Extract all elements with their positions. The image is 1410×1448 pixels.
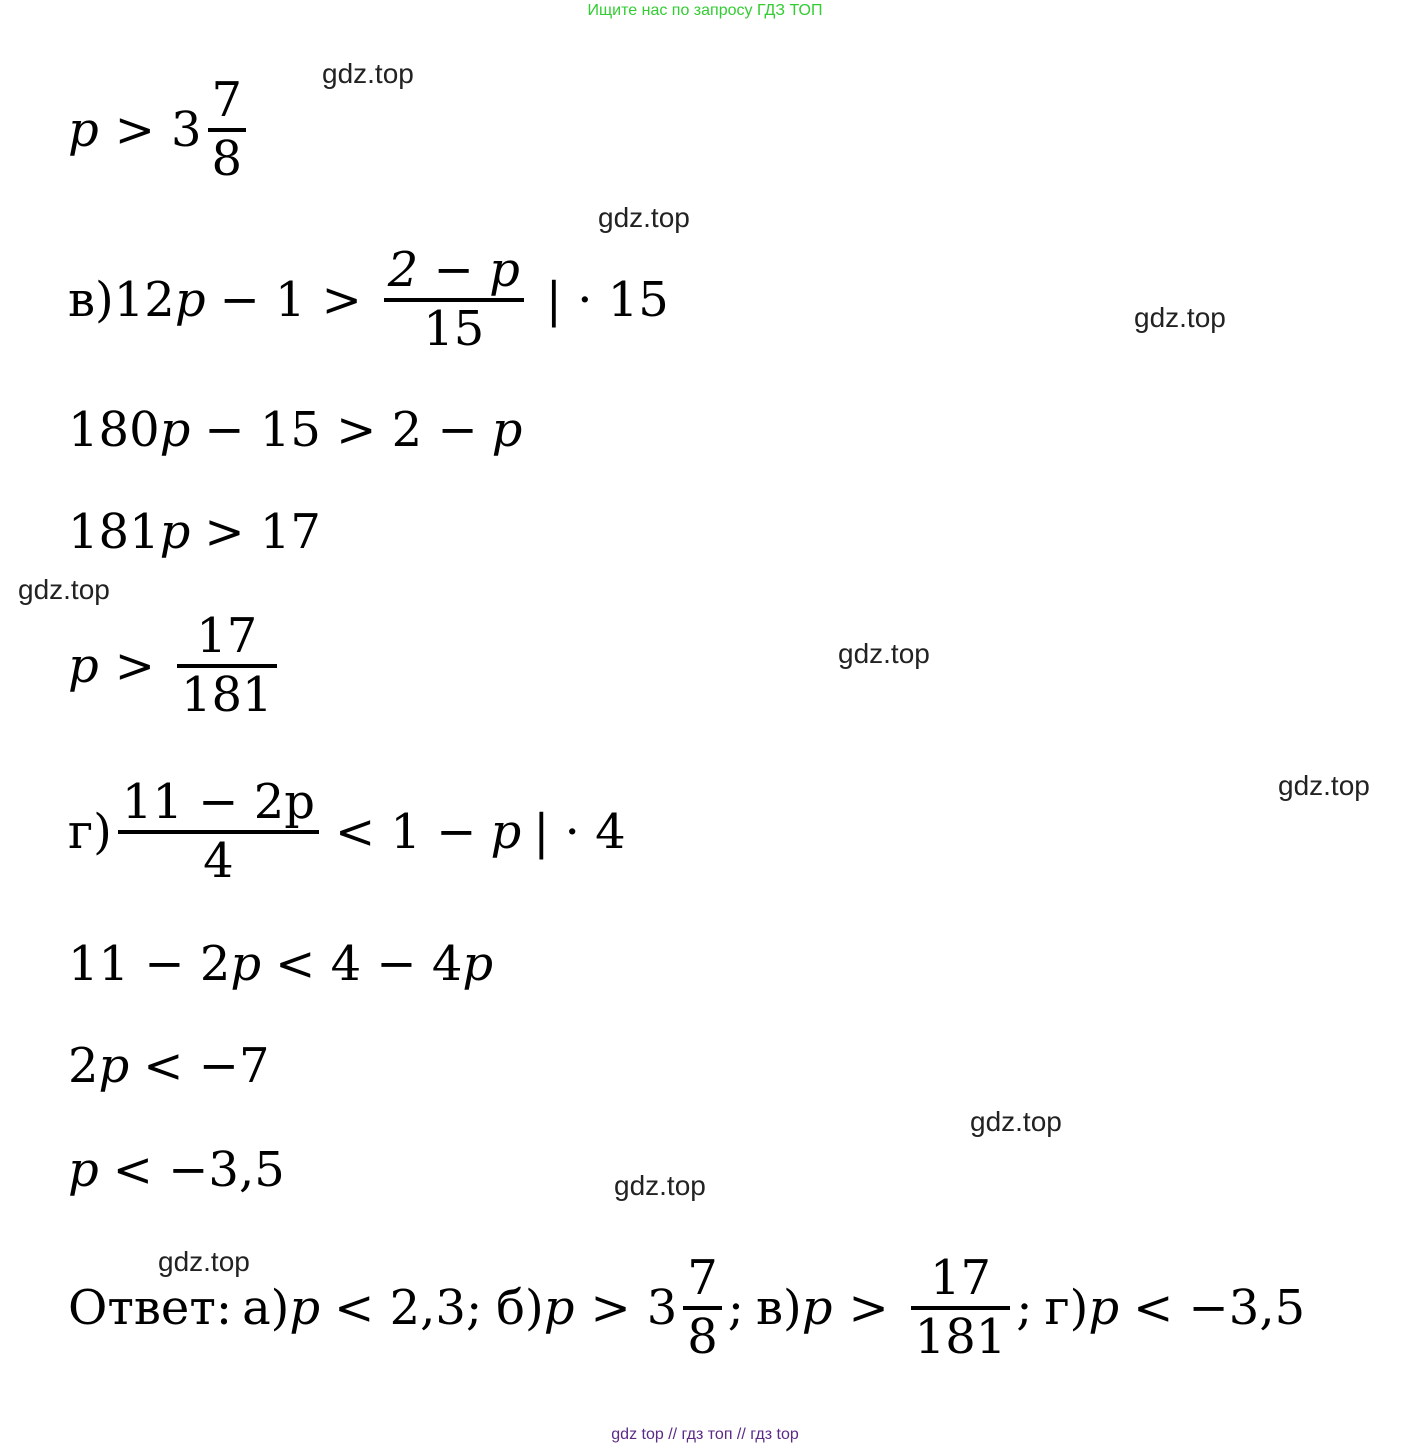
- operator: >: [114, 638, 155, 694]
- variable: p: [159, 402, 191, 458]
- term: − 1: [219, 272, 306, 328]
- item-label: г): [68, 804, 112, 860]
- variable: p: [1088, 1280, 1120, 1336]
- variable: p: [491, 402, 523, 458]
- numerator: 17: [196, 607, 258, 664]
- variable: p: [68, 1142, 99, 1198]
- term: < −3,5: [1133, 1280, 1306, 1336]
- watermark: gdz.top: [322, 58, 414, 89]
- numerator: 11 − 2p: [121, 773, 315, 830]
- watermark: gdz.top: [614, 1170, 706, 1201]
- term: < 2,3;: [334, 1280, 483, 1336]
- denominator: 8: [687, 1309, 718, 1365]
- fraction: [177, 609, 277, 723]
- variable: p: [490, 804, 522, 860]
- fraction: [911, 1251, 1011, 1365]
- term: < 1 −: [334, 804, 477, 860]
- term: 181: [68, 504, 160, 560]
- item-label: б): [496, 1280, 544, 1336]
- term: 2: [68, 1038, 99, 1094]
- term: > 17: [204, 504, 321, 560]
- operator: >: [321, 272, 362, 328]
- equation-line-6: [68, 773, 626, 889]
- equation-line-9: [68, 1140, 285, 1200]
- watermark: gdz.top: [598, 202, 690, 233]
- denominator: 181: [180, 667, 273, 723]
- multiplier: | · 4: [533, 804, 626, 860]
- term: < −3,5: [112, 1142, 285, 1198]
- term: 11 − 2: [68, 936, 231, 992]
- denominator: 181: [914, 1309, 1007, 1365]
- operator: >: [848, 1280, 889, 1336]
- term: 12: [113, 272, 175, 328]
- variable: p: [68, 102, 99, 158]
- fraction: [384, 243, 524, 357]
- term: 180: [68, 402, 160, 458]
- fraction: [208, 73, 247, 187]
- equation-line-5: [68, 607, 283, 723]
- equation-line-8: [68, 1036, 270, 1096]
- watermark: gdz.top: [18, 574, 110, 605]
- equation-line-1: [68, 71, 252, 187]
- term: − 15 > 2 −: [204, 402, 478, 458]
- operator: >: [114, 102, 155, 158]
- search-banner[interactable]: Ищите нас по запросу ГДЗ ТОП: [587, 2, 823, 19]
- fraction: [118, 775, 319, 889]
- item-label: в): [755, 1280, 802, 1336]
- footer-links[interactable]: gdz top // гдз топ // гдз top: [611, 1426, 799, 1443]
- equation-line-2: [68, 241, 669, 357]
- item-label: в): [68, 272, 114, 328]
- variable: p: [289, 1280, 321, 1336]
- watermark: gdz.top: [158, 1246, 250, 1277]
- equation-line-3: [68, 400, 522, 460]
- separator: ;: [727, 1280, 744, 1336]
- variable: p: [159, 504, 191, 560]
- numerator: 2 − p: [387, 241, 520, 298]
- separator: ;: [1016, 1280, 1033, 1336]
- denominator: 4: [203, 833, 234, 889]
- variable: p: [68, 638, 99, 694]
- fraction: [683, 1251, 722, 1365]
- denominator: 15: [423, 301, 485, 357]
- variable: p: [230, 936, 262, 992]
- whole-part: 3: [646, 1280, 678, 1336]
- term: < 4 − 4: [275, 936, 463, 992]
- watermark: gdz.top: [1134, 302, 1226, 333]
- watermark: gdz.top: [838, 638, 930, 669]
- numerator: 7: [211, 71, 243, 128]
- numerator: 7: [687, 1249, 718, 1306]
- item-label: г): [1044, 1280, 1089, 1336]
- variable: p: [98, 1038, 130, 1094]
- numerator: 17: [929, 1249, 992, 1306]
- variable: p: [543, 1280, 575, 1336]
- watermark: gdz.top: [970, 1106, 1062, 1137]
- whole-part: 3: [170, 102, 202, 158]
- item-label: а): [242, 1280, 290, 1336]
- multiplier: | · 15: [545, 272, 669, 328]
- watermark: gdz.top: [1278, 770, 1370, 801]
- equation-line-7: [68, 934, 493, 994]
- equation-line-4: [68, 502, 321, 562]
- answer-label: Ответ:: [68, 1280, 233, 1336]
- operator: >: [590, 1280, 631, 1336]
- denominator: 8: [211, 131, 243, 187]
- variable: p: [801, 1280, 833, 1336]
- variable: p: [462, 936, 494, 992]
- term: < −7: [143, 1038, 270, 1094]
- variable: p: [174, 272, 206, 328]
